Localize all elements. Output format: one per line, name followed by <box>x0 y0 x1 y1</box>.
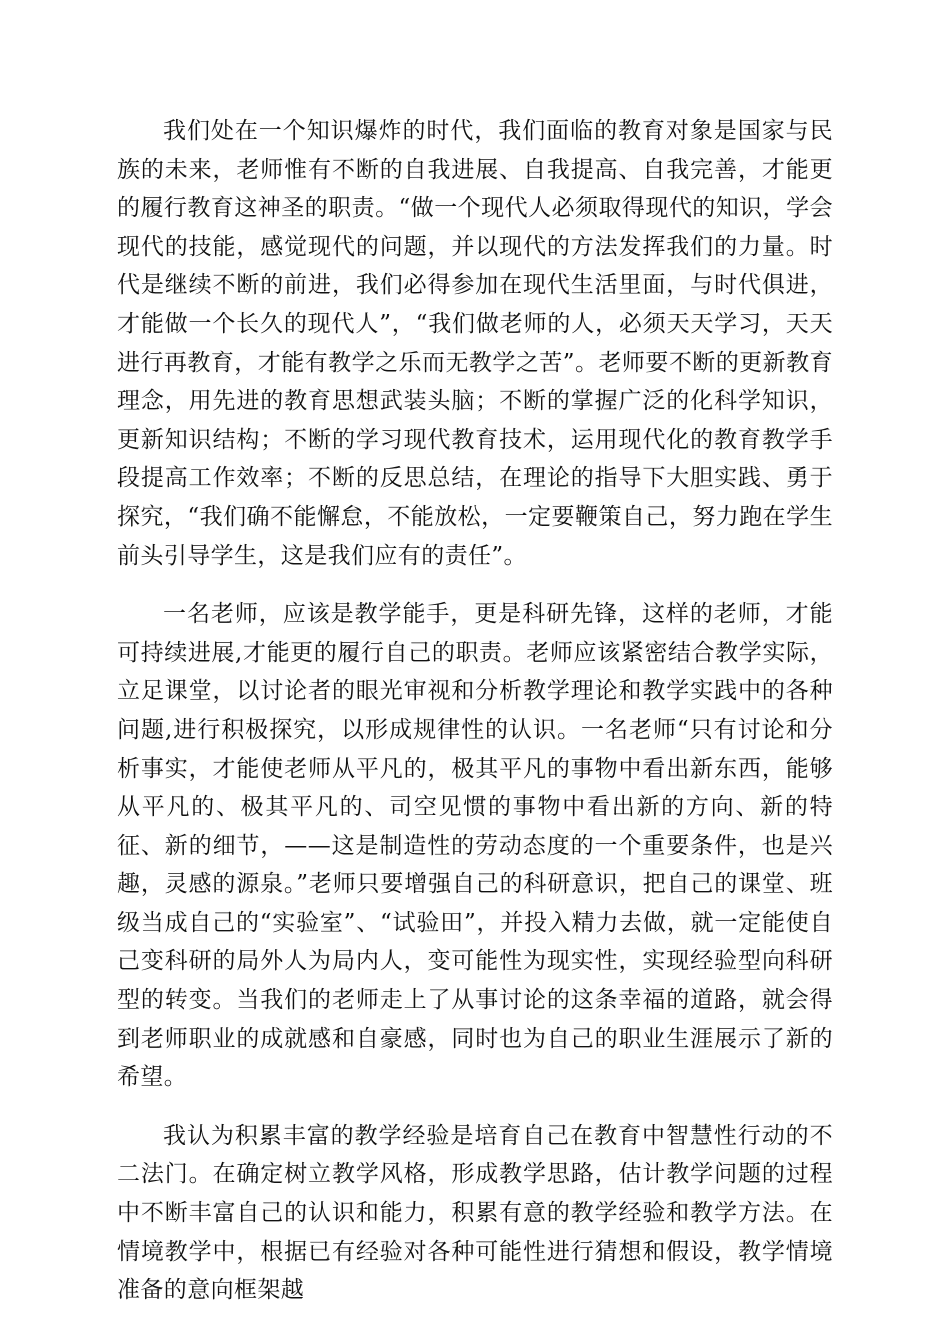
paragraph-3: 我认为积累丰富的教学经验是培育自己在教育中智慧性行动的不二法门。在确定树立教学风格，形成教学思路，估计教学问题的过程中不断丰富自己的认识和能力，积累有意的教学经验和教学方法。在情境教学中，根据已有经验对各种可能性进行猜想和假设，教学情境准备的意向框架越 <box>117 1122 833 1304</box>
document-body <box>117 112 833 1330</box>
paragraph-1: 我们处在一个知识爆炸的时代，我们面临的教育对象是国家与民族的未来，老师惟有不断的自我进展、自我提高、自我完善，才能更的履行教育这神圣的职责。“做一个现代人必须取得现代的知识，学会现代的技能，感觉现代的问题，并以现代的方法发挥我们的力量。时代是继续不断的前进，我们必得参加在现代生活里面，与时代俱进，才能做一个长久的现代人”，“我们做老师的人，必须天天学习，天天进行再教育，才能有教学之乐而无教学之苦”。老师要不断的更新教育理念，用先进的教育思想武装头脑；不断的掌握广泛的化科学知识，更新知识结构；不断的学习现代教育技术，运用现代化的教育教学手段提高工作效率；不断的反思总结，在理论的指导下大胆实践、勇于探究，“我们确不能懈怠，不能放松，一定要鞭策自己，努力跑在学生前头引导学生，这是我们应有的责任”。 <box>117 118 833 569</box>
paragraph-2: 一名老师，应该是教学能手，更是科研先锋，这样的老师，才能可持续进展,才能更的履行自己的职责。老师应该紧密结合教学实际，立足课堂，以讨论者的眼光审视和分析教学理论和教学实践中的各种问题,进行积极探究，以形成规律性的认识。一名老师“只有讨论和分析事实，才能使老师从平凡的，极其平凡的事物中看出新东西，能够从平凡的、极其平凡的、司空见惯的事物中看出新的方向、新的特征、新的细节，——这是制造性的劳动态度的一个重要条件，也是兴趣，灵感的源泉。”老师只要增强自己的科研意识，把自己的课堂、班级当成自己的“实验室”、“试验田”，并投入精力去做，就一定能使自己变科研的局外人为局内人，变可能性为现实性，实现经验型向科研型的转变。当我们的老师走上了从事讨论的这条幸福的道路，就会得到老师职业的成就感和自豪感，同时也为自己的职业生涯展示了新的希望。 <box>117 601 833 1091</box>
